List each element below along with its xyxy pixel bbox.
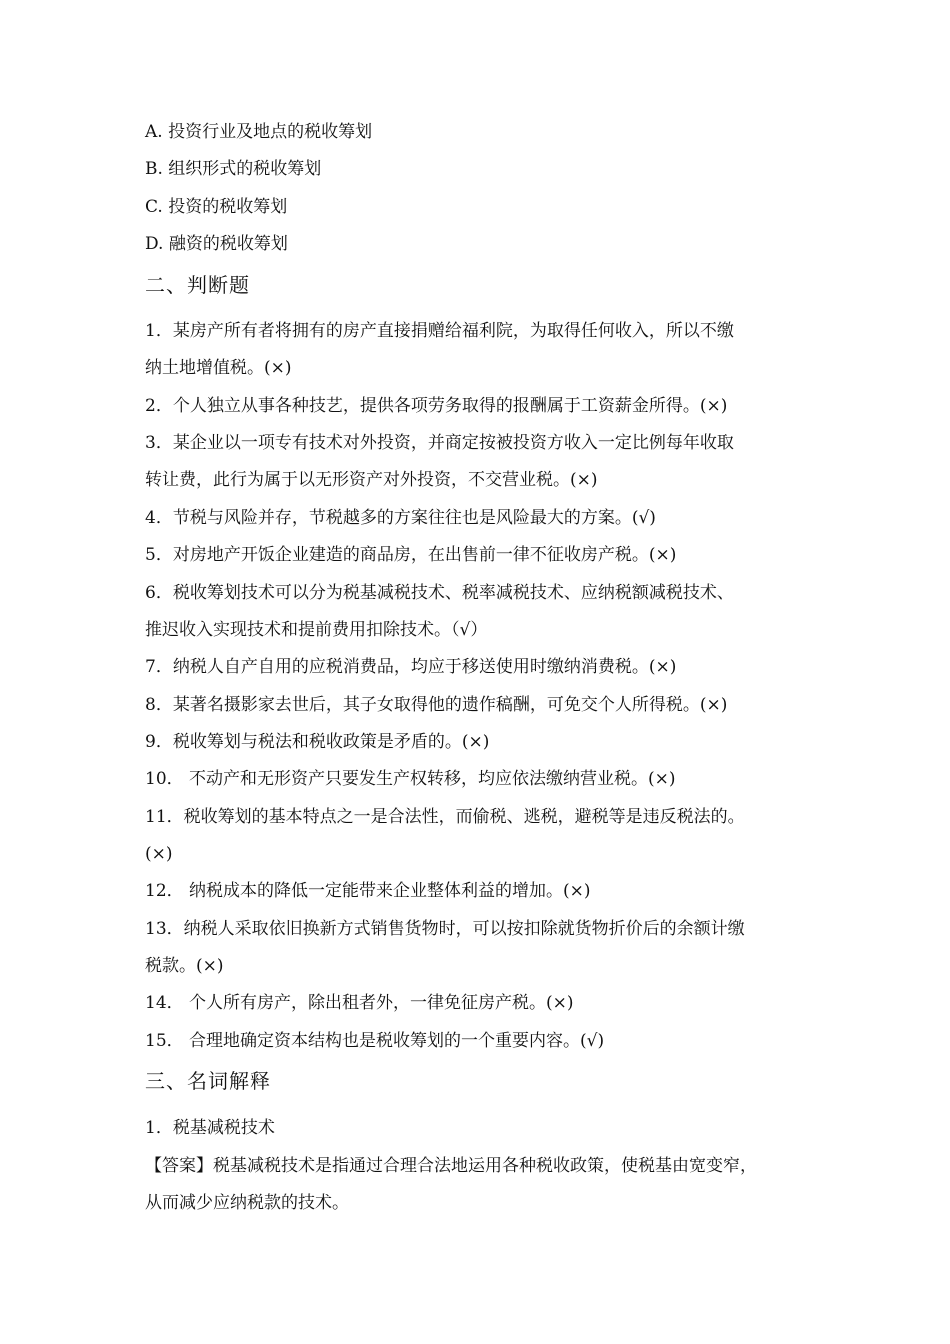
judgement-line: 8．某著名摄影家去世后，其子女取得他的遗作稿酬，可免交个人所得税。(×) [145, 695, 728, 715]
judgement-line: 纳土地增值税。(×) [145, 358, 292, 378]
option-b: B. 组织形式的税收筹划 [145, 159, 322, 179]
answer-line: 【答案】税基减税技术是指通过合理合法地运用各种税收政策，使税基由宽变窄， [145, 1156, 757, 1176]
judgement-line: (×) [145, 844, 173, 864]
judgement-line: 1．某房产所有者将拥有的房产直接捐赠给福利院，为取得任何收入，所以不缴 [145, 321, 734, 341]
judgement-line: 6．税收筹划技术可以分为税基减税技术、税率减税技术、应纳税额减税技术、 [145, 583, 734, 603]
judgement-line: 10． 不动产和无形资产只要发生产权转移，均应依法缴纳营业税。(×) [145, 769, 676, 789]
judgement-line: 2．个人独立从事各种技艺，提供各项劳务取得的报酬属于工资薪金所得。(×) [145, 396, 728, 416]
judgement-line: 3．某企业以一项专有技术对外投资，并商定按被投资方收入一定比例每年收取 [145, 433, 734, 453]
section-heading-terms: 三、名词解释 [145, 1069, 271, 1093]
judgement-line: 转让费，此行为属于以无形资产对外投资，不交营业税。(×) [145, 470, 598, 490]
judgement-line: 税款。(×) [145, 956, 224, 976]
section-heading-judgement: 二、判断题 [145, 273, 250, 297]
judgement-line: 7．纳税人自产自用的应税消费品，均应于移送使用时缴纳消费税。(×) [145, 657, 677, 677]
judgement-line: 4．节税与风险并存，节税越多的方案往往也是风险最大的方案。(√) [145, 508, 656, 528]
judgement-line: 12． 纳税成本的降低一定能带来企业整体利益的增加。(×) [145, 881, 591, 901]
judgement-line: 9．税收筹划与税法和税收政策是矛盾的。(×) [145, 732, 490, 752]
answer-line: 从而减少应纳税款的技术。 [145, 1193, 349, 1213]
judgement-line: 11．税收筹划的基本特点之一是合法性，而偷税、逃税，避税等是违反税法的。 [145, 807, 745, 827]
judgement-line: 推迟收入实现技术和提前费用扣除技术。（√） [145, 620, 488, 640]
option-c: C. 投资的税收筹划 [145, 197, 288, 217]
judgement-line: 5．对房地产开饭企业建造的商品房，在出售前一律不征收房产税。(×) [145, 545, 677, 565]
option-a: A. 投资行业及地点的税收筹划 [145, 122, 373, 142]
option-d: D. 融资的税收筹划 [145, 234, 288, 254]
judgement-line: 15． 合理地确定资本结构也是税收筹划的一个重要内容。(√) [145, 1031, 605, 1051]
judgement-line: 13．纳税人采取依旧换新方式销售货物时，可以按扣除就货物折价后的余额计缴 [145, 919, 745, 939]
judgement-line: 14． 个人所有房产，除出租者外，一律免征房产税。(×) [145, 993, 574, 1013]
term-title: 1．税基减税技术 [145, 1118, 275, 1138]
